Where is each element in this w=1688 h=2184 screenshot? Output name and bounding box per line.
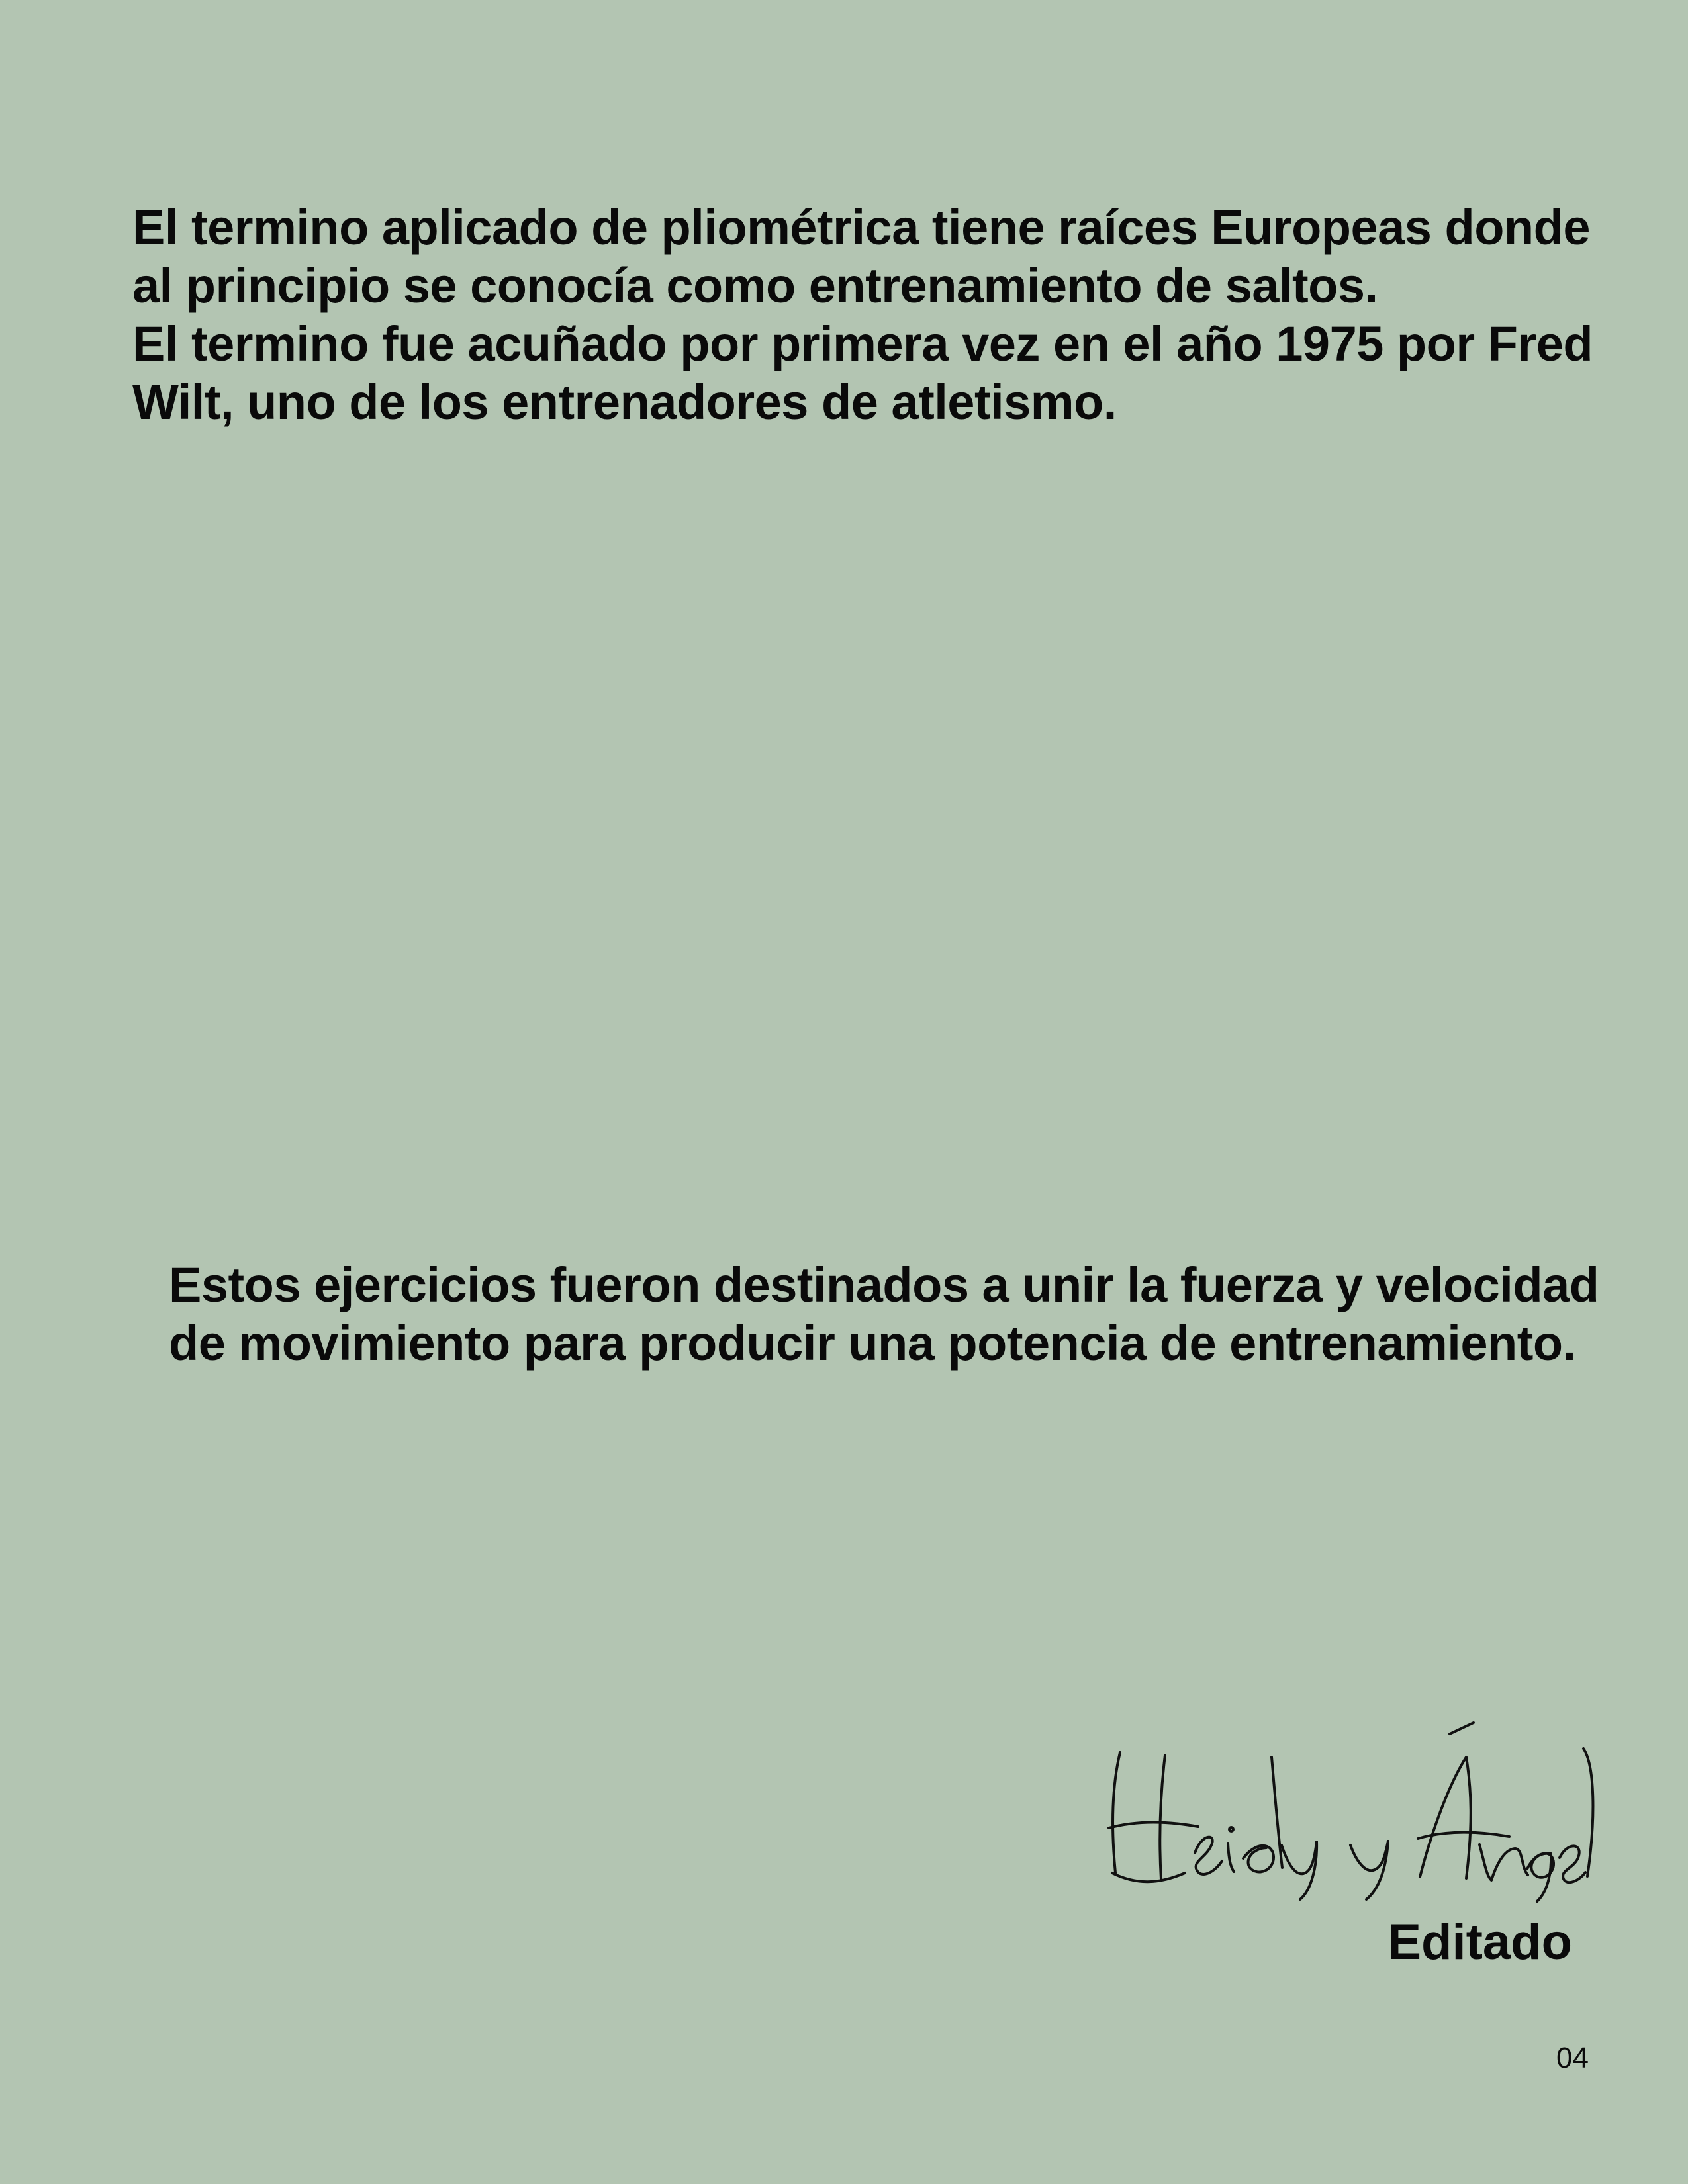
intro-paragraph-1: El termino aplicado de pliométrica tiene raíces Europeas donde al principio se conocía como entrenamiento de saltos. — [132, 200, 1590, 313]
intro-text — [132, 199, 1642, 432]
intro-paragraph-2: El termino fue acuñado por primera vez en el año 1975 por Fred Wilt, uno de los entrenadores de atletismo. — [132, 316, 1593, 430]
signature-image — [1092, 1721, 1595, 1906]
purpose-paragraph: Estos ejercicios fueron destinados a unir la fuerza y velocidad de movimiento para producir una potencia de entrenamiento. — [169, 1257, 1599, 1371]
page-number: 04 — [1556, 2042, 1589, 2074]
edited-label: Editado — [1387, 1914, 1572, 1970]
